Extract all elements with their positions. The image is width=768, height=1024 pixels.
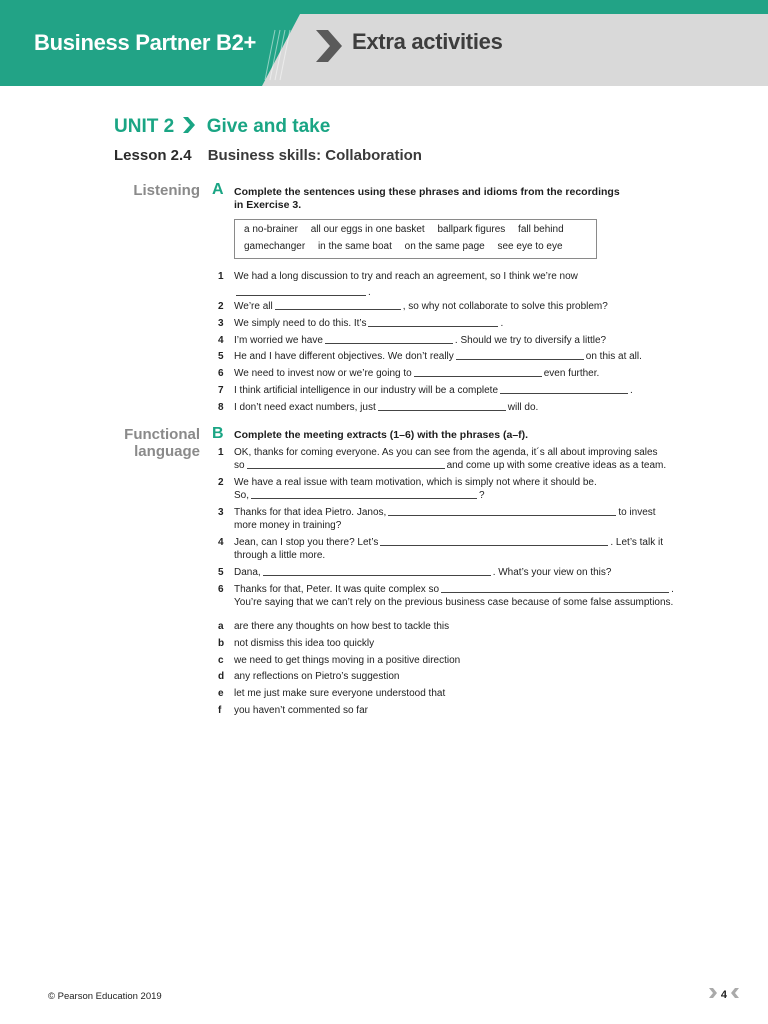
answer-blank[interactable]: [251, 489, 477, 499]
item-text: even further.: [543, 368, 600, 379]
item-number: 6: [218, 368, 224, 379]
option-text: we need to get things moving in a positive direction: [234, 655, 461, 666]
side-label-line: language: [134, 443, 200, 460]
item-number: 3: [218, 507, 224, 518]
answer-blank[interactable]: [368, 317, 498, 327]
option-letter: e: [218, 688, 224, 699]
item-text: . Let’s talk it: [610, 537, 663, 548]
exercise-a-instruction: [234, 186, 664, 212]
phrase: all our eggs in one basket: [310, 224, 425, 235]
lesson-heading: [114, 147, 422, 164]
page-number-area: [708, 988, 740, 1001]
lesson-number: Lesson 2.4: [114, 147, 192, 164]
item-text: He and I have different objectives. We don’t really: [234, 351, 454, 362]
exercise-b-letter: B: [212, 425, 224, 442]
item-number: 1: [218, 447, 224, 458]
option-text: you haven’t commented so far: [234, 705, 368, 716]
option-letter: d: [218, 671, 225, 682]
item-text: on this at all.: [585, 351, 642, 362]
item-text: so: [234, 460, 245, 471]
phrase: a no-brainer: [244, 224, 298, 235]
side-label-line: Functional: [124, 426, 200, 443]
item-number: 5: [218, 567, 224, 578]
option-letter: a: [218, 621, 224, 632]
answer-blank[interactable]: [388, 506, 616, 516]
instruction-line: in Exercise 3.: [234, 199, 302, 211]
item-text: I’m worried we have: [234, 335, 323, 346]
answer-blank[interactable]: [325, 334, 453, 344]
item-text: , so why not collaborate to solve this problem?: [402, 301, 608, 312]
item-text: will do.: [507, 402, 539, 413]
answer-blank[interactable]: [263, 566, 491, 576]
item-text: Thanks for that, Peter. It was quite complex so: [234, 584, 440, 595]
chevron-left-icon: [730, 988, 740, 998]
item-text: .: [630, 385, 633, 396]
item-text: to invest: [618, 507, 656, 518]
instruction-line: Complete the sentences using these phrases and idioms from the recordings: [234, 186, 620, 198]
unit-heading: [114, 116, 330, 138]
item-text: through a little more.: [234, 550, 326, 561]
answer-blank[interactable]: [236, 286, 366, 296]
item-text: more money in training?: [234, 520, 342, 531]
item-text: . What’s your view on this?: [492, 567, 612, 578]
answer-blank[interactable]: [380, 536, 608, 546]
item-text: We simply need to do this. It’s: [234, 318, 367, 329]
exercise-a-letter: A: [212, 181, 224, 198]
listening-label: Listening: [133, 182, 200, 199]
chevron-right-icon: [708, 988, 718, 998]
option-text: are there any thoughts on how best to tackle this: [234, 621, 450, 632]
item-number: 4: [218, 335, 224, 346]
exercise-b-instruction: Complete the meeting extracts (1–6) with the phrases (a–f).: [234, 429, 529, 441]
item-text: .: [500, 318, 504, 329]
item-number: 2: [218, 301, 224, 312]
item-text: We had a long discussion to try and reach an agreement, so I think we’re now: [234, 271, 578, 282]
item-text: . Should we try to diversify a little?: [454, 335, 607, 346]
copyright: © Pearson Education 2019: [48, 991, 162, 1002]
lesson-title: Business skills: Collaboration: [207, 147, 422, 164]
answer-blank[interactable]: [456, 350, 584, 360]
page-header: [0, 0, 768, 86]
phrase: in the same boat: [317, 241, 392, 252]
item-text: You’re saying that we can’t rely on the previous business case because of some false assumptions.: [234, 597, 674, 608]
unit-chevron-icon: [181, 117, 195, 133]
answer-blank[interactable]: [414, 367, 542, 377]
brand-title: Business Partner B2+: [34, 30, 257, 55]
item-number: 1: [218, 271, 224, 282]
item-number: 3: [218, 318, 224, 329]
page-number: 4: [720, 989, 727, 1001]
unit-label: UNIT 2: [114, 116, 175, 137]
phrase-box: [234, 219, 597, 259]
phrase-row: [244, 241, 573, 252]
item-text: We have a real issue with team motivation, which is simply not where it should be.: [234, 477, 597, 488]
answer-blank[interactable]: [378, 401, 506, 411]
section-title: Extra activities: [352, 29, 503, 54]
phrase-row: [244, 224, 574, 235]
item-text: .: [671, 584, 674, 595]
option-letter: f: [218, 705, 222, 716]
option-text: let me just make sure everyone understood that: [234, 688, 446, 699]
item-text: We need to invest now or we’re going to: [234, 368, 412, 379]
item-text: ?: [479, 490, 485, 501]
answer-blank[interactable]: [247, 459, 445, 469]
item-text: So,: [234, 490, 250, 501]
functional-language-label: [124, 426, 200, 460]
item-number: 4: [218, 537, 224, 548]
option-text: any reflections on Pietro’s suggestion: [234, 671, 400, 682]
item-number: 5: [218, 351, 224, 362]
option-letter: b: [218, 638, 225, 649]
item-text: and come up with some creative ideas as a team.: [446, 460, 667, 471]
answer-blank[interactable]: [500, 384, 628, 394]
unit-title: Give and take: [206, 116, 331, 137]
option-text: not dismiss this idea too quickly: [234, 638, 375, 649]
item-number: 2: [218, 477, 224, 488]
answer-blank[interactable]: [275, 300, 401, 310]
phrase: see eye to eye: [497, 241, 563, 252]
item-text: Thanks for that idea Pietro. Janos,: [234, 507, 387, 518]
item-text: We’re all: [234, 301, 273, 312]
item-number: 7: [218, 385, 224, 396]
item-number: 8: [218, 402, 224, 413]
phrase: gamechanger: [244, 241, 306, 252]
item-text: OK, thanks for coming everyone. As you can see from the agenda, it´s all about improving sales: [234, 447, 658, 458]
item-text: I think artificial intelligence in our industry will be a complete: [234, 385, 499, 396]
option-letter: c: [218, 655, 224, 666]
phrase: on the same page: [404, 241, 485, 252]
answer-blank[interactable]: [441, 583, 669, 593]
item-text: .: [368, 287, 371, 298]
item-text: I don’t need exact numbers, just: [234, 402, 376, 413]
item-text: Dana,: [234, 567, 261, 578]
phrase: fall behind: [518, 224, 564, 235]
item-text: Jean, can I stop you there? Let’s: [234, 537, 379, 548]
phrase: ballpark figures: [437, 224, 506, 235]
item-number: 6: [218, 584, 224, 595]
